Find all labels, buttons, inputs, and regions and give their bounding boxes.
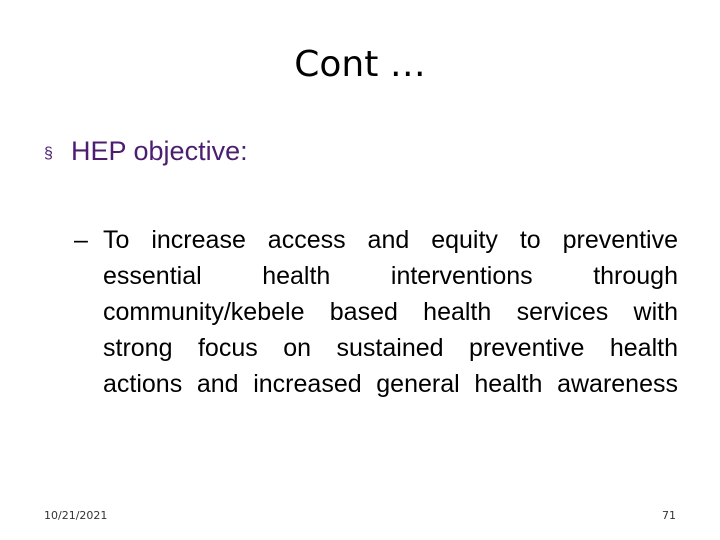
- dash-marker: –: [74, 226, 88, 254]
- bullet-text: HEP objective:: [71, 136, 248, 166]
- sub-bullet: [74, 222, 678, 402]
- square-bullet-icon: §: [44, 144, 53, 162]
- page-number: 71: [662, 509, 676, 522]
- main-bullet: [44, 134, 248, 168]
- footer-date: 10/21/2021: [44, 509, 108, 522]
- slide-title: Cont …: [294, 44, 426, 85]
- sub-bullet-text: To increase access and equity to preventive essential health interventions through community/kebele based health services with strong focus on sustained preventive health actions and increased general health awareness: [103, 226, 678, 398]
